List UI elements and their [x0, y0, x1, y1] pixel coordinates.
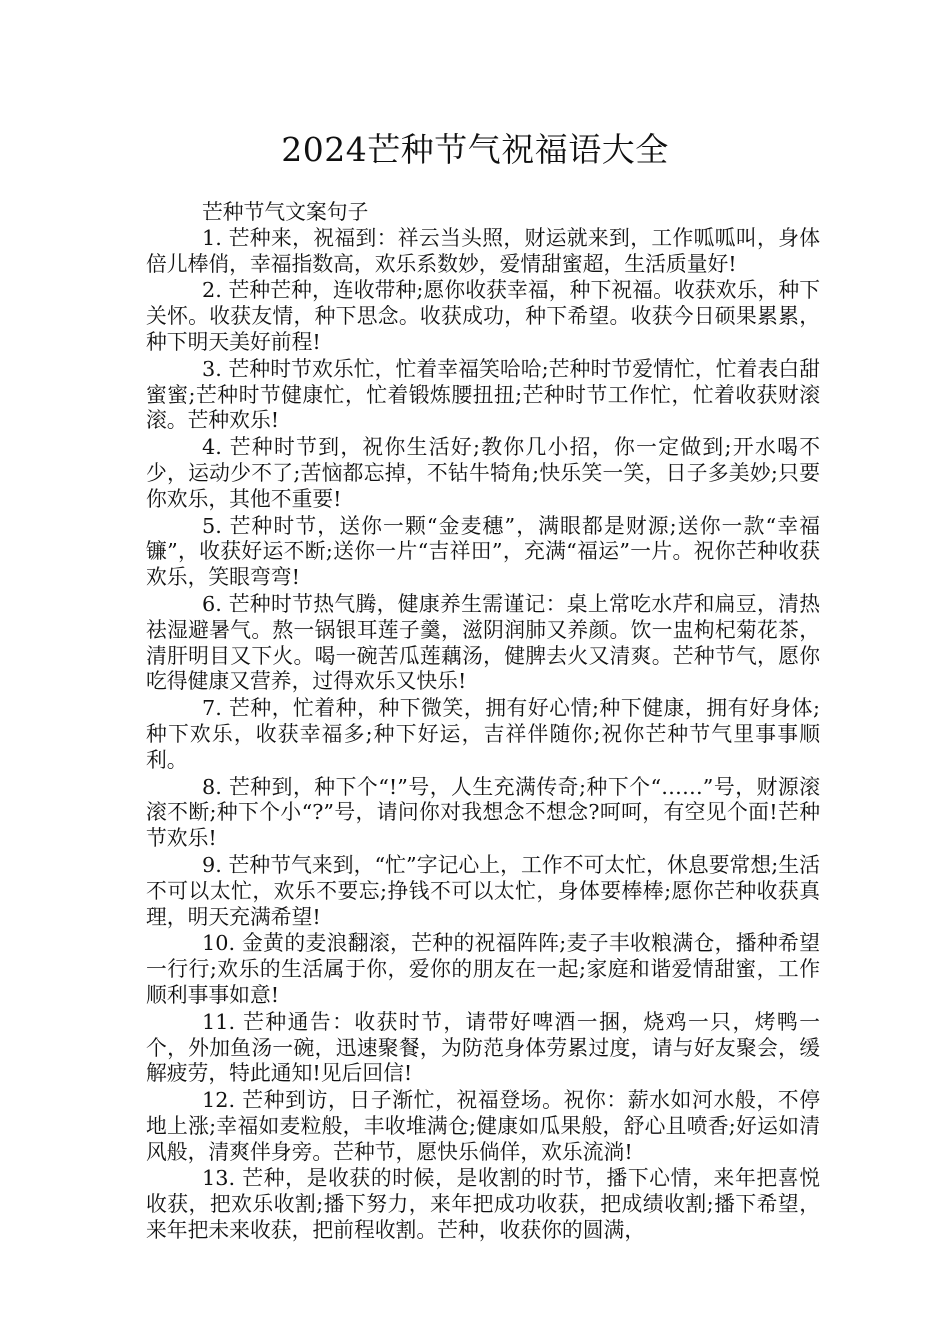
blessing-paragraph-12: 12. 芒种到访，日子渐忙，祝福登场。祝你：薪水如河水般，不停地上涨;幸福如麦粒般，丰收堆满仓;健康如瓜果般，舒心且喷香;好运如清风般，清爽伴身旁。芒种节，愿快乐倘佯，欢乐流淌! — [146, 1088, 820, 1164]
blessing-paragraph-9: 9. 芒种节气来到，“忙”字记心上，工作不可太忙，休息要常想;生活不可以太忙，欢乐不要忘;挣钱不可以太忙，身体要棒棒;愿你芒种收获真理，明天充满希望! — [146, 852, 820, 929]
document-body — [146, 200, 820, 1245]
blessing-paragraph-7: 7. 芒种，忙着种，种下微笑，拥有好心情;种下健康，拥有好身体;种下欢乐，收获幸福多;种下好运，吉祥伴随你;祝你芒种节气里事事顺利。 — [146, 696, 820, 772]
document-title: 2024芒种节气祝福语大全 — [281, 130, 669, 169]
section-heading: 芒种节气文案句子 — [202, 200, 369, 224]
blessing-paragraph-13: 13. 芒种，是收获的时候，是收割的时节，播下心情，来年把喜悦收获，把欢乐收割;播下努力，来年把成功收获，把成绩收割;播下希望，来年把未来收获，把前程收割。芒种，收获你的圆满， — [146, 1166, 820, 1243]
blessing-paragraph-4: 4. 芒种时节到，祝你生活好;教你几小招，你一定做到;开水喝不少，运动少不了;苦恼都忘掉，不钻牛犄角;快乐笑一笑，日子多美妙;只要你欢乐，其他不重要! — [146, 435, 820, 511]
blessing-paragraph-10: 10. 金黄的麦浪翻滚，芒种的祝福阵阵;麦子丰收粮满仓，播种希望一行行;欢乐的生活属于你，爱你的朋友在一起;家庭和谐爱情甜蜜，工作顺利事事如意! — [146, 931, 820, 1007]
blessing-paragraph-6: 6. 芒种时节热气腾，健康养生需谨记：桌上常吃水芹和扁豆，清热祛湿避暑气。熬一锅银耳莲子羹，滋阴润肺又养颜。饮一盅枸杞菊花茶，清肝明目又下火。喝一碗苦瓜莲藕汤，健脾去火又清爽。芒种节气，愿你吃得健康又营养，过得欢乐又快乐! — [146, 591, 820, 694]
blessing-paragraph-11: 11. 芒种通告：收获时节，请带好啤酒一捆，烧鸡一只，烤鸭一个，外加鱼汤一碗，迅速聚餐，为防范身体劳累过度，请与好友聚会，缓解疲劳，特此通知!见后回信! — [146, 1009, 820, 1086]
blessing-paragraph-2: 2. 芒种芒种，连收带种;愿你收获幸福，种下祝福。收获欢乐，种下关怀。收获友情，种下思念。收获成功，种下希望。收获今日硕果累累，种下明天美好前程! — [146, 278, 820, 354]
blessing-paragraph-5: 5. 芒种时节，送你一颗“金麦穗”，满眼都是财源;送你一款“幸福镰”，收获好运不断;送你一片“吉祥田”，充满“福运”一片。祝你芒种收获欢乐，笑眼弯弯! — [146, 513, 820, 590]
blessing-paragraph-1: 1. 芒种来，祝福到：祥云当头照，财运就来到，工作呱呱叫，身体倍儿棒俏，幸福指数高，欢乐系数妙，爱情甜蜜超，生活质量好! — [146, 225, 820, 276]
blessing-paragraph-8: 8. 芒种到，种下个“!”号，人生充满传奇;种下个“……”号，财源滚滚不断;种下个小“?”号，请问你对我想念不想念?呵呵，有空见个面!芒种节欢乐! — [146, 774, 820, 851]
blessing-paragraph-3: 3. 芒种时节欢乐忙，忙着幸福笑哈哈;芒种时节爱情忙，忙着表白甜蜜蜜;芒种时节健康忙，忙着锻炼腰扭扭;芒种时节工作忙，忙着收获财滚滚。芒种欢乐! — [146, 356, 820, 433]
